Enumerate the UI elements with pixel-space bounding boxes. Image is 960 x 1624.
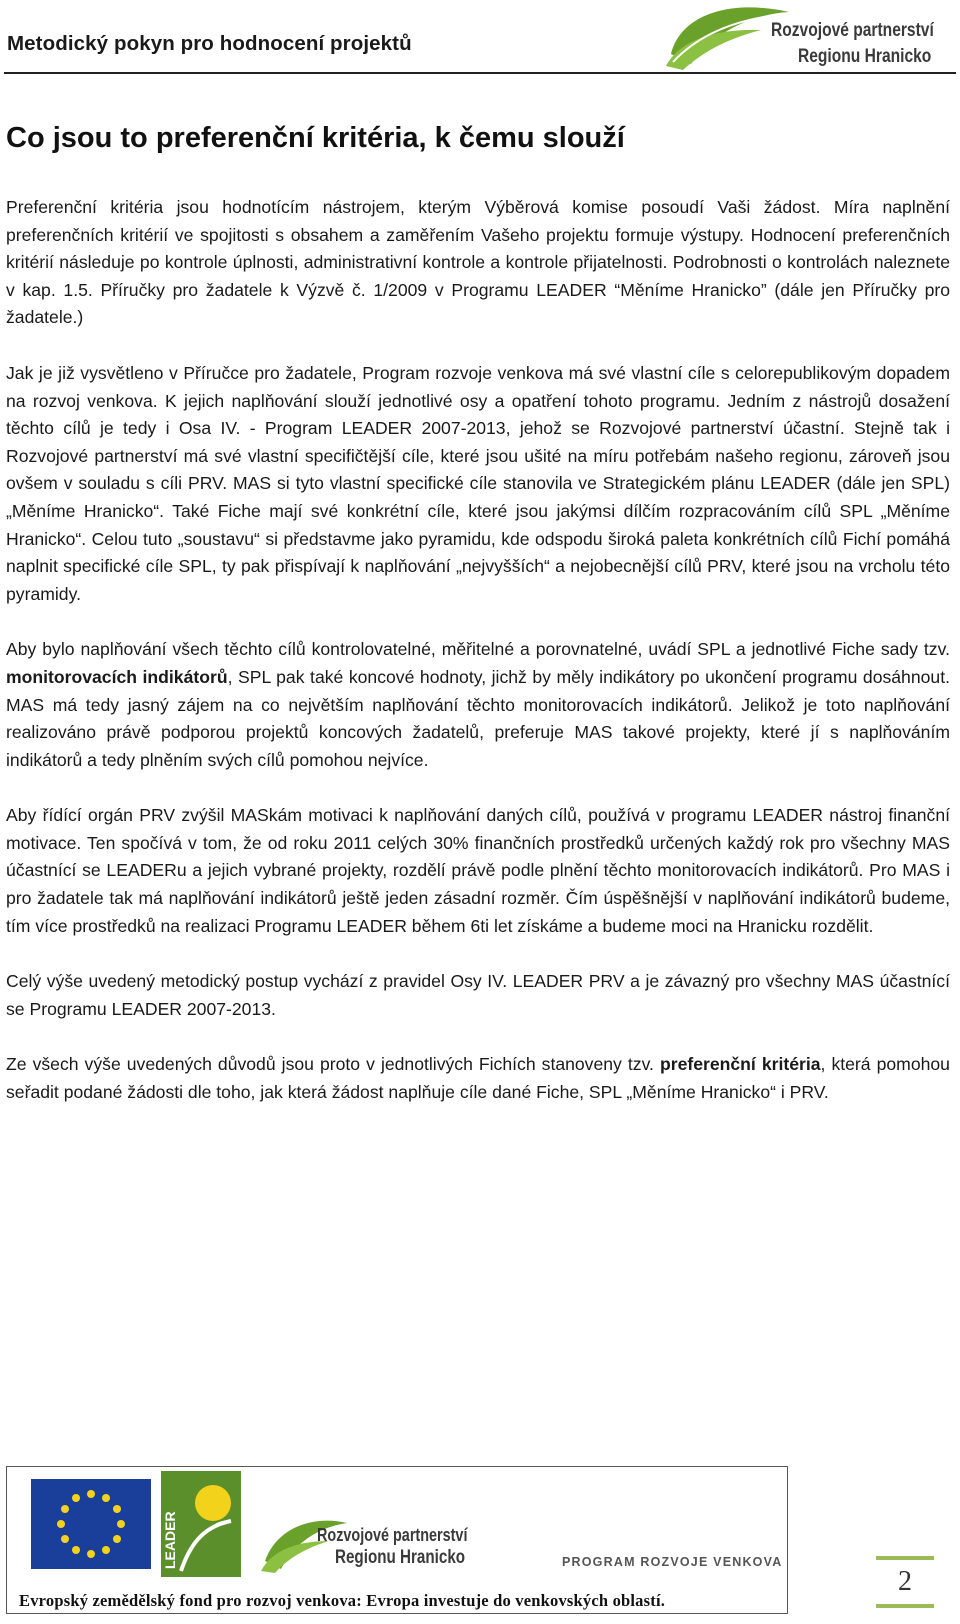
paragraph-financial-motivation: Aby řídící orgán PRV zvýšil MASkám motivaci k naplňování daných cílů, používá v programu LEADER nástroj finanční motivace. Ten spočívá v tom, že od roku 2011 celých 30% finančních prostředků určených každý rok pro všechny MAS účastnící se LEADERu a jejich vybrané projekty, rozdělí právě podle plnění těchto monitorovacích indikátorů. Pro MAS i pro žadatele tak má naplňování indikátorů ještě jeden zásadní rozměr. Čím úspěšnější v naplňování indikátorů budeme, tím více prostředků na realizaci Programu LEADER během 6ti let získáme a budeme moci na Hranicku rozdělit. [6,805,950,936]
section-heading: Co jsou to preferenční kritéria, k čemu slouží [6,122,625,154]
rozvojove-partnerstvi-logo [661,4,951,70]
leader-logo-text: LEADER [162,1511,178,1569]
page-number-box [876,1556,934,1608]
leader-logo-icon [161,1471,241,1577]
text-run: Ze všech výše uvedených důvodů jsou proto v jednotlivých Fichích stanoveny tzv. [6,1054,660,1075]
paragraph-program-goals: Jak je již vysvětleno v Příručce pro žadatele, Program rozvoje venkova má své vlastní cíle s celorepublikovým dopadem na rozvoj venkova. K jejich naplňování slouží jednotlivé osy a opatření tohoto programu. Jedním z nástrojů dosažení těchto cílů je tedy i Osa IV. - Program LEADER 2007-2013, jehož se Rozvojové partnerství účastní. Stejně tak i Rozvojové partnerství má své vlastní specifičtější cíle, které jsou ušité na míru potřebám našeho regionu, zároveň jsou ovšem v souladu s cíli PRV. MAS si tyto vlastní specifické cíle stanovila ve Strategickém plánu LEADER (dále jen SPL) „Měníme Hranicko“. Také Fiche mají své konkrétní cíle, které jsou jakýmsi dílčím rozpracováním cílů SPL „Měníme Hranicko“. Celou tuto „soustavu“ si představme jako pyramidu, kde odspodu široká paleta konkrétních cílů Fichí pomáhá naplnit specifické cíle SPL, ty pak přispívají k naplňování „nejvyšších“ a nejobecnější cílů PRV, které jsou na vrcholu této pyramidy. [6,362,950,604]
bold-term-indicators: monitorovacích indikátorů [6,666,228,687]
page-number-top-rule [876,1556,934,1560]
document-title: Metodický pokyn pro hodnocení projektů [7,32,412,55]
rozvojove-partnerstvi-footer-logo [259,1517,549,1573]
text-run: , SPL pak také koncové hodnoty, jichž by měly indikátory po ukončení programu dosáhnout. MAS má tedy jasný zájem na co největším naplňování těchto monitorovacích indikátorů. Jelikož je toto naplňování realizováno právě podporou projektů koncových žadatelů, preferuje MAS takové projekty, které jí s naplňováním indikátorů a tedy plněním svých cílů pomohou nejvíce. [6,666,950,770]
bold-term-criteria: preferenční kritéria [659,1054,821,1075]
paragraph-conclusion [6,1051,950,1106]
eu-flag-icon [31,1479,151,1569]
page-number-bottom-rule [876,1604,934,1608]
logo-text-line1: Rozvojové partnerství [771,20,934,41]
footer-logo-text-line2: Regionu Hranicko [335,1547,466,1568]
fund-statement: Evropský zemědělský fond pro rozvoj venkova: Evropa investuje do venkovských oblastí. [19,1591,666,1610]
text-run: Aby bylo naplňování všech těchto cílů kontrolovatelné, měřitelné a porovnatelné, uvádí SPL a jednotlivé Fiche sady tzv. [6,639,950,660]
page-number: 2 [898,1566,912,1597]
prv-program-label: PROGRAM ROZVOJE VENKOVA [562,1555,783,1569]
paragraph-indicators [6,636,950,774]
text-run: , která pomohou seřadit podané žádosti dle toho, jak která žádost naplňuje cíle dané Fiche, SPL „Měníme Hranicko“ i PRV. [6,1054,950,1103]
page-header [0,0,960,80]
main-content [6,120,950,1107]
page-footer [6,1466,788,1614]
footer-logo-text-line1: Rozvojové partnerství [317,1525,468,1545]
paragraph-methodology: Celý výše uvedený metodický postup vychází z pravidel Osy IV. LEADER PRV a je závazný pro všechny MAS účastnící se Programu LEADER 2007-2013. [6,971,950,1019]
paragraph-intro: Preferenční kritéria jsou hodnotícím nástrojem, kterým Výběrová komise posoudí Vaši žádost. Míra naplnění preferenčních kritérií ve spojitosti s obsahem a zaměřením Vašeho projektu formuje výstupy. Hodnocení preferenčních kritérií následuje po kontrole úplnosti, administrativní kontrole a kontrole přijatelnosti. Podrobnosti o kontrolách naleznete v kap. 1.5. Příručky pro žadatele k Výzvě č. 1/2009 v Programu LEADER “Měníme Hranicko” (dále jen Příručky pro žadatele.) [6,197,950,328]
header-divider [4,72,956,74]
logo-text-line2: Regionu Hranicko [798,46,932,67]
